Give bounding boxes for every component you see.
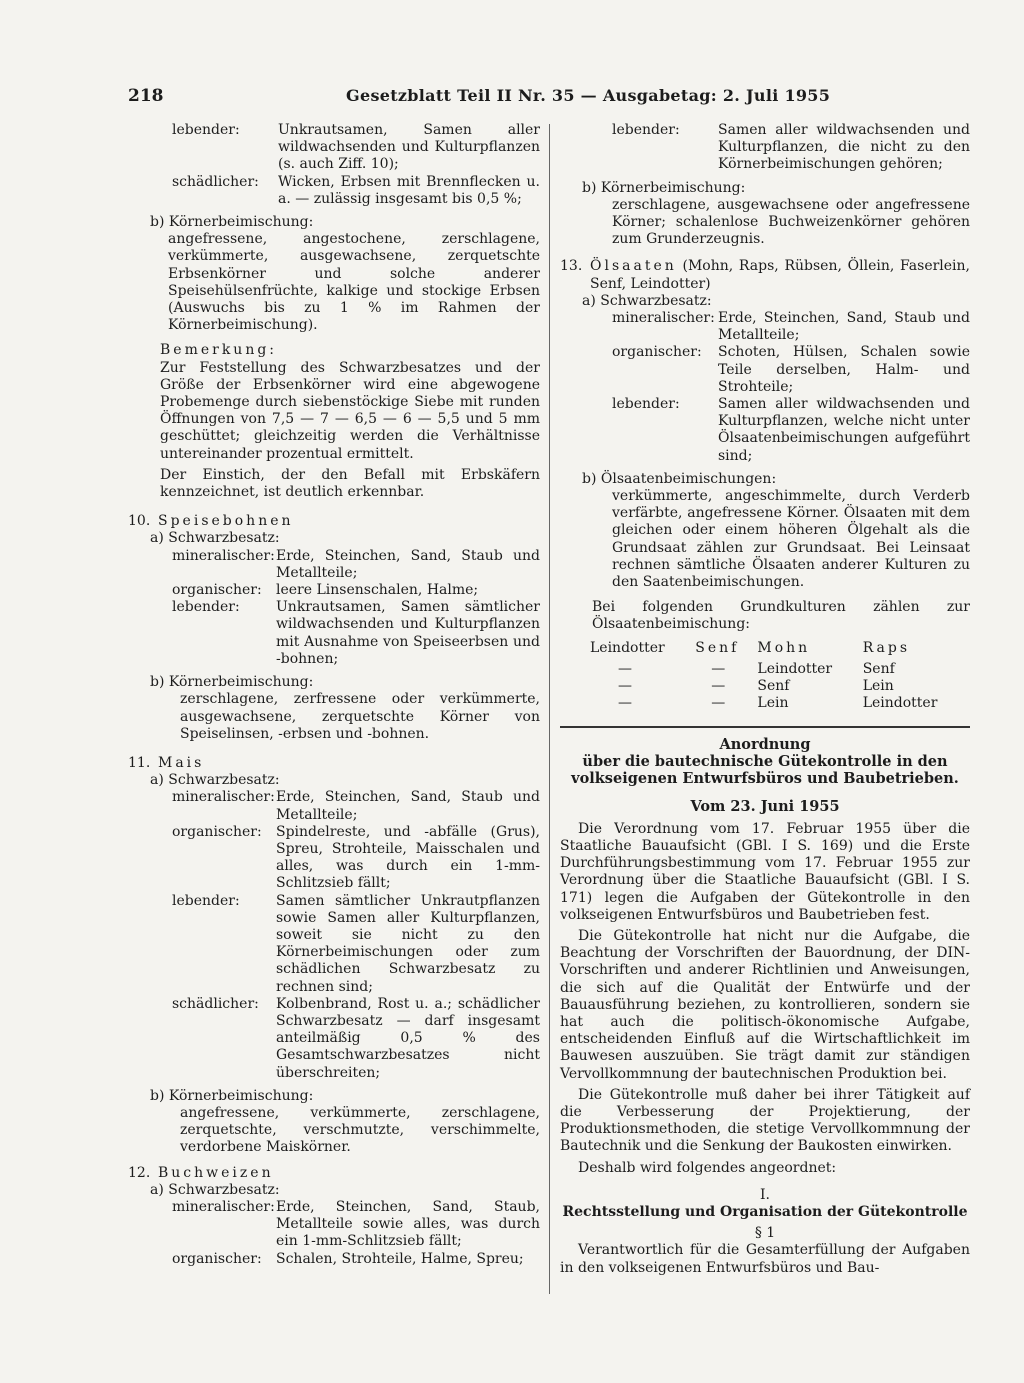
term-label: mineralischer: xyxy=(172,547,275,564)
definition-list xyxy=(128,1199,540,1268)
term-text: Erde, Steinchen, Sand, Staub und Metallteile; xyxy=(276,547,540,581)
paragraph: Verantwortlich für die Gesamterfüllung der Aufgaben in den volkseigenen Entwurfsbüros und Bau- xyxy=(560,1242,970,1276)
definition-row xyxy=(172,122,540,174)
term-text: leere Linsenschalen, Halme; xyxy=(276,582,479,599)
right-column xyxy=(560,122,970,1277)
term-text: Kolbenbrand, Rost u. a.; schädlicher Schwarzbesatz — darf insgesamt anteilmäßig 0,5 % des Gesamtschwarzbesatzes nicht überschreiten; xyxy=(276,995,540,1081)
term-label: schädlicher: xyxy=(172,995,259,1012)
paragraph: Deshalb wird folgendes angeordnet: xyxy=(578,1159,837,1176)
term-text: Schalen, Strohteile, Halme, Spreu; xyxy=(276,1250,524,1267)
table-cell: — xyxy=(618,677,632,694)
paragraph: verkümmerte, angeschimmelte, durch Verderb verfärbte, angefressene Körner. Ölsaaten mit dem gleichen oder einem höheren Ölgehalt als die Grundsaat zählen zur Grundsaat. Bei Leinsaat rechnen sämtliche Ölsaaten anderer Kulturen zu den Saatenbeimischungen. xyxy=(612,488,970,591)
table-header-cell: Senf xyxy=(695,639,740,656)
paragraph: Zur Feststellung des Schwarzbesatzes und der Größe der Erbsenkörner wird eine abgewogene Probemenge durch siebenstöckige Siebe mit runden Öffnungen von 7,5 — 7 — 6,5 — 6 — 5,5 und 5 mm geschüttet; gleichzeitig werden die Verhältnisse untereinander prozentual ermittelt. xyxy=(160,359,540,462)
section-number: 10. xyxy=(128,513,151,530)
paragraph: Die Gütekontrolle hat nicht nur die Aufgabe, die Beachtung der Vorschriften der Bauordnung, der DIN-Vorschriften und anderer Richtlinien und Anweisungen, die sich auf die Qualität der Entwürfe und der Bauausführung beziehen, zu kontrollieren, sondern sie hat auch die politisch-ökonomische Aufgabe, entscheidenden Einfluß auf die Wirtschaftlichkeit im Bauwesen auszuüben. Sie trägt damit zur ständigen Vervollkommnung der bautechnischen Produktion bei. xyxy=(560,927,970,1082)
table-header-cell: Raps xyxy=(862,639,911,656)
subsection-label: b) Körnerbeimischung: xyxy=(582,179,746,196)
term-label: organischer: xyxy=(612,344,702,361)
paragraph: angefressene, angestochene, zerschlagene, verkümmerte, ausgewachsene, zerquetschte Erbsenkörner und solche anderer Speisehülsenfrüchte, kalkige und stockige Erbsen (Auswuchs bis zu 1 % im Rahmen der Körnerbeimischung). xyxy=(168,231,540,334)
subsection-label: b) Körnerbeimischung: xyxy=(150,214,314,231)
table-row xyxy=(590,695,968,712)
paragraph: zerschlagene, ausgewachsene oder angefressene Körner; schalenlose Buchweizenkörner gehören zum Grunderzeugnis. xyxy=(612,196,970,248)
term-text: Samen aller wildwachsenden und Kulturpflanzen, die nicht zu den Körnerbeimischungen gehören; xyxy=(718,122,970,173)
definition-row xyxy=(172,582,540,599)
section-title: Buchweizen xyxy=(158,1164,274,1181)
term-text: Erde, Steinchen, Sand, Staub und Metallteile; xyxy=(718,310,970,344)
section-title: Mais xyxy=(158,754,205,771)
section-title: Ölsaaten xyxy=(590,258,677,275)
table-cell: Senf xyxy=(862,660,895,677)
definition-row xyxy=(172,996,540,1082)
definition-row xyxy=(612,344,970,396)
remark-heading: Bemerkung: xyxy=(160,342,278,359)
term-text: Samen aller wildwachsenden und Kulturpflanzen, welche nicht unter Ölsaatenbeimischungen aufgeführt sind; xyxy=(718,396,970,464)
table-cell: — xyxy=(618,694,632,711)
section-11 xyxy=(128,755,540,772)
term-label: lebender: xyxy=(612,122,680,138)
culture-table xyxy=(590,640,968,712)
column-divider xyxy=(549,124,550,1294)
section-separator xyxy=(560,726,970,728)
term-text: Erde, Steinchen, Sand, Staub und Metallteile; xyxy=(276,789,540,823)
term-label: mineralischer: xyxy=(612,310,715,327)
table-row xyxy=(590,678,968,695)
part-number: I. xyxy=(760,1186,770,1203)
subsection-label: b) Ölsaatenbeimischungen: xyxy=(582,470,777,487)
subsection-label: b) Körnerbeimischung: xyxy=(150,674,314,691)
term-text: Unkrautsamen, Samen sämtlicher wildwachsenden und Kulturpflanzen mit Ausnahme von Speiseerbsen und -bohnen; xyxy=(276,599,540,667)
table-intro: Bei folgenden Grundkulturen zählen zur Ölsaatenbeimischung: xyxy=(592,599,970,633)
subsection-label: a) Schwarzbesatz: xyxy=(582,292,712,309)
term-label: schädlicher: xyxy=(172,173,259,190)
subsection-label: b) Körnerbeimischung: xyxy=(150,1087,314,1104)
section-title: Speisebohnen xyxy=(158,513,294,530)
subsection-label: a) Schwarzbesatz: xyxy=(150,772,280,789)
section-13 xyxy=(560,258,970,292)
paragraph: Der Einstich, der den Befall mit Erbskäfern kennzeichnet, ist deutlich erkennbar. xyxy=(160,466,540,501)
subsection-label: a) Schwarzbesatz: xyxy=(150,1181,280,1198)
table-cell: — xyxy=(618,660,632,677)
part-title: Rechtsstellung und Organisation der Gütekontrolle xyxy=(562,1203,968,1220)
table-header-row xyxy=(590,640,968,661)
term-label: mineralischer: xyxy=(172,1198,275,1215)
term-label: organischer: xyxy=(172,582,262,599)
term-label: mineralischer: xyxy=(172,789,275,806)
term-text: Wicken, Erbsen mit Brennflecken u. a. — zulässig insgesamt bis 0,5 %; xyxy=(278,173,540,207)
section-title-note: (Mohn, Raps, Rübsen, Öllein, Faserlein, Senf, Leindotter) xyxy=(590,258,971,292)
paragraph-number: § 1 xyxy=(754,1225,776,1242)
table-row xyxy=(590,661,968,678)
definition-row xyxy=(172,1199,540,1251)
definition-list xyxy=(128,789,540,1081)
table-cell: Leindotter xyxy=(757,660,833,677)
continued-item-9 xyxy=(128,122,540,208)
table-cell: — xyxy=(711,660,726,677)
term-label: lebender: xyxy=(172,122,240,138)
term-label: lebender: xyxy=(612,396,680,413)
table-header-cell: Mohn xyxy=(757,639,811,656)
table-cell: — xyxy=(711,694,726,711)
definition-row xyxy=(172,789,540,823)
table-cell: Lein xyxy=(862,677,894,694)
decree-title: Anordnung xyxy=(719,735,811,753)
term-text: Erde, Steinchen, Sand, Staub, Metallteile sowie alles, was durch ein 1-mm-Schlitzsieb fällt; xyxy=(276,1198,540,1250)
paragraph: angefressene, verkümmerte, zerschlagene, zerquetschte, verschmutzte, verschimmelte, verdorbene Maiskörner. xyxy=(180,1104,540,1156)
section-number: 12. xyxy=(128,1164,151,1181)
term-text: Schoten, Hülsen, Schalen sowie Teile derselben, Halm- und Strohteile; xyxy=(718,344,970,395)
section-12 xyxy=(128,1165,540,1182)
term-text: Spindelreste, und -abfälle (Grus), Spreu, Strohteile, Maisschalen und alles, was durch ein 1-mm-Schlitzsieb fällt; xyxy=(276,823,540,892)
section-heading xyxy=(590,258,970,292)
section-number: 13. xyxy=(560,258,583,275)
definition-row xyxy=(172,824,540,893)
section-number: 11. xyxy=(128,754,151,771)
definition-row xyxy=(612,396,970,465)
definition-row xyxy=(172,893,540,996)
section-10 xyxy=(128,513,540,530)
decree-date: Vom 23. Juni 1955 xyxy=(690,797,840,815)
term-text: Unkrautsamen, Samen aller wildwachsenden und Kulturpflanzen (s. auch Ziff. 10); xyxy=(278,122,540,173)
subsection-label: a) Schwarzbesatz: xyxy=(150,530,280,547)
paragraph: zerschlagene, zerfressene oder verkümmerte, ausgewachsene, zerquetschte Körner von Speiselinsen, -erbsen und -bohnen. xyxy=(180,691,540,742)
page-number: 218 xyxy=(128,86,164,106)
table-cell: Lein xyxy=(757,694,789,711)
paragraph: Die Verordnung vom 17. Februar 1955 über die Staatliche Bauaufsicht (GBl. I S. 169) und die Erste Durchführungsbestimmung vom 17. Februar 1955 zur Verordnung über die Staatliche Bauaufsicht (GBl. I S. 171) legen die Aufgaben der Gütekontrolle in den volkseigenen Entwurfsbüros und Baubetrieben fest. xyxy=(560,820,970,923)
definition-row xyxy=(612,310,970,344)
term-label: organischer: xyxy=(172,1250,262,1267)
table-cell: — xyxy=(711,677,726,694)
term-label: organischer: xyxy=(172,823,262,840)
definition-row xyxy=(172,1251,540,1268)
term-label: lebender: xyxy=(172,599,240,616)
definition-row xyxy=(172,599,540,668)
table-cell: Senf xyxy=(757,677,790,694)
definition-list xyxy=(128,548,540,668)
paragraph: Die Gütekontrolle muß daher bei ihrer Tätigkeit auf die Verbesserung der Projektierung, der Produktionsmethoden, die stetige Vervollkommnung der Bautechnik und die Senkung der Baukosten einwirken. xyxy=(560,1086,970,1155)
definition-row xyxy=(172,548,540,582)
definition-row xyxy=(172,174,540,208)
table-cell: Leindotter xyxy=(862,694,938,711)
decree-subtitle: über die bautechnische Gütekontrolle in den volkseigenen Entwurfsbüros und Baubetrieben. xyxy=(571,753,959,788)
term-label: lebender: xyxy=(172,892,240,909)
definition-list xyxy=(560,310,970,465)
continued-item-12 xyxy=(560,122,970,174)
term-text: Samen sämtlicher Unkrautpflanzen sowie Samen aller Kulturpflanzen, soweit sie nicht zu den Körnerbeimischungen oder zum schädlichen Schwarzbesatz zu rechnen sind; xyxy=(276,892,540,995)
definition-row xyxy=(612,122,970,174)
running-head: Gesetzblatt Teil II Nr. 35 — Ausgabetag: 2. Juli 1955 xyxy=(346,86,831,105)
table-header-cell: Leindotter xyxy=(590,639,665,656)
left-column xyxy=(128,122,540,1268)
